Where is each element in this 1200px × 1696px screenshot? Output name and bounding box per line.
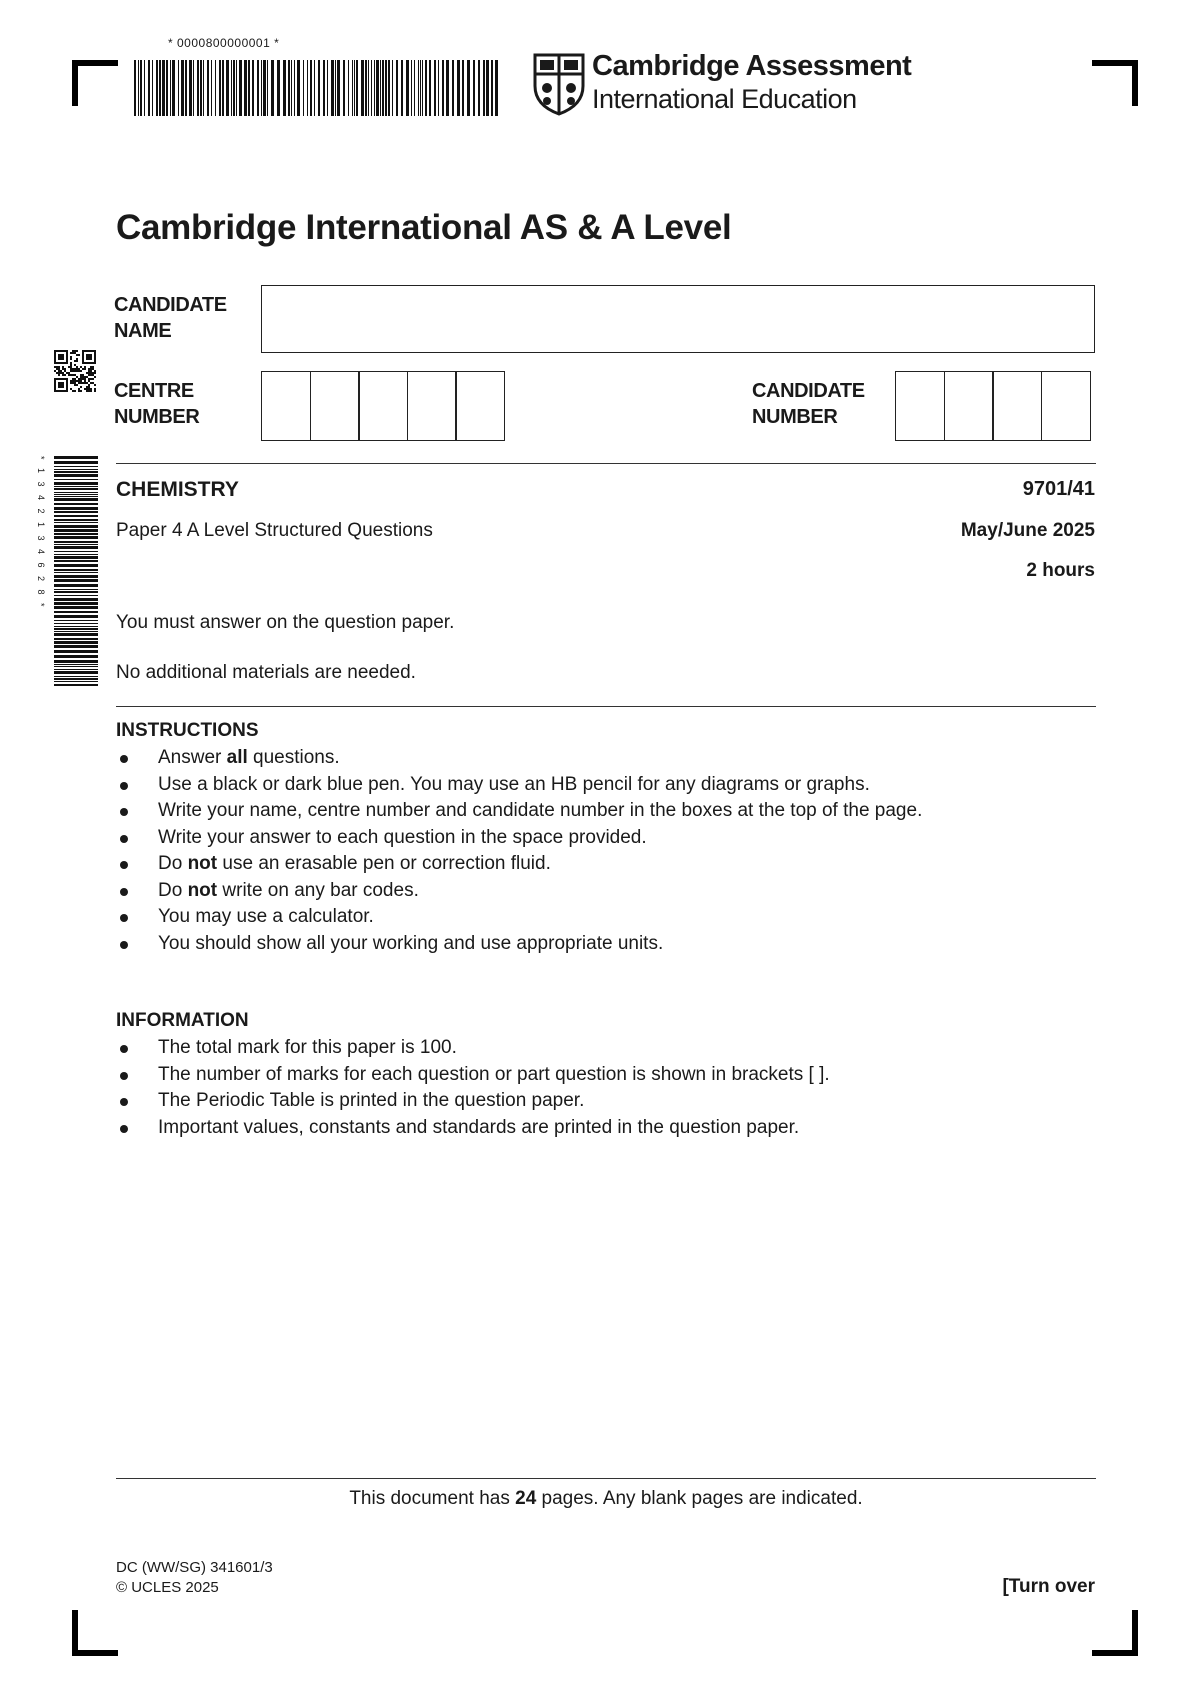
side-barcode xyxy=(54,456,98,686)
candidate-number-label-line1: CANDIDATE xyxy=(752,380,865,402)
registration-mark-bottom-right xyxy=(1092,1610,1138,1656)
page-count: 24 xyxy=(515,1488,537,1509)
instruction-item: Use a black or dark blue pen. You may use an HB pencil for any diagrams or graphs. xyxy=(116,772,1076,799)
exam-session: May/June 2025 xyxy=(960,520,1095,541)
barcode-number: * 0000800000001 * xyxy=(168,36,280,50)
bullet-icon xyxy=(120,782,128,790)
divider xyxy=(116,463,1096,464)
information-heading: INFORMATION xyxy=(116,1010,249,1031)
bullet-icon xyxy=(120,941,128,949)
bullet-icon xyxy=(120,1125,128,1133)
side-barcode-digits: * 1 3 4 2 1 3 4 6 2 8 * xyxy=(36,456,46,610)
copyright: © UCLES 2025 xyxy=(116,1579,219,1596)
top-barcode xyxy=(134,60,500,116)
page-count-suffix: pages. Any blank pages are indicated. xyxy=(536,1488,863,1509)
instructions-heading: INSTRUCTIONS xyxy=(116,720,259,741)
materials-note: No additional materials are needed. xyxy=(116,662,416,683)
logo-line-1: Cambridge Assessment xyxy=(592,50,912,82)
information-item: Important values, constants and standards are printed in the question paper. xyxy=(116,1115,1076,1142)
instructions-list xyxy=(116,745,1076,957)
bullet-icon xyxy=(120,1072,128,1080)
centre-number-digit-box[interactable] xyxy=(358,371,408,441)
information-list xyxy=(116,1035,1076,1141)
centre-number-digit-box[interactable] xyxy=(310,371,360,441)
bullet-icon xyxy=(120,755,128,763)
candidate-number-digit-box[interactable] xyxy=(944,371,994,441)
centre-number-field[interactable] xyxy=(261,371,505,441)
page-title: Cambridge International AS & A Level xyxy=(116,208,732,247)
instruction-item: Answer all questions. xyxy=(116,745,1076,772)
centre-number-label-line1: CENTRE xyxy=(114,380,194,402)
candidate-name-label-line1: CANDIDATE xyxy=(114,294,227,316)
divider xyxy=(116,1478,1096,1479)
instruction-item: You may use a calculator. xyxy=(116,904,1076,931)
qr-code xyxy=(54,350,96,392)
bullet-icon xyxy=(120,914,128,922)
bullet-icon xyxy=(120,888,128,896)
registration-mark-top-right xyxy=(1092,60,1138,106)
candidate-name-label-line2: NAME xyxy=(114,320,172,342)
candidate-number-digit-box[interactable] xyxy=(895,371,945,441)
page-count-note xyxy=(116,1488,1096,1510)
bullet-icon xyxy=(120,861,128,869)
candidate-number-field[interactable] xyxy=(895,371,1091,441)
logo-line-2: International Education xyxy=(592,84,857,114)
candidate-number-digit-box[interactable] xyxy=(992,371,1042,441)
page-count-prefix: This document has xyxy=(349,1488,516,1509)
answer-note: You must answer on the question paper. xyxy=(116,612,455,633)
instruction-item: Write your answer to each question in the space provided. xyxy=(116,825,1076,852)
document-reference: DC (WW/SG) 341601/3 xyxy=(116,1559,273,1576)
bullet-icon xyxy=(120,835,128,843)
bullet-icon xyxy=(120,1045,128,1053)
candidate-number-digit-box[interactable] xyxy=(1041,371,1091,441)
instruction-item: You should show all your working and use appropriate units. xyxy=(116,931,1076,958)
candidate-number-label xyxy=(752,378,865,430)
candidate-name-field[interactable] xyxy=(261,285,1095,353)
paper-title: Paper 4 A Level Structured Questions xyxy=(116,520,433,541)
bullet-icon xyxy=(120,1098,128,1106)
information-item: The Periodic Table is printed in the question paper. xyxy=(116,1088,1076,1115)
instruction-item: Write your name, centre number and candidate number in the boxes at the top of the page. xyxy=(116,798,1076,825)
instruction-item: Do not use an erasable pen or correction fluid. xyxy=(116,851,1076,878)
instruction-item: Do not write on any bar codes. xyxy=(116,878,1076,905)
centre-number-label-line2: NUMBER xyxy=(114,406,200,428)
registration-mark-bottom-left xyxy=(72,1610,118,1656)
subject: CHEMISTRY xyxy=(116,478,239,501)
registration-mark-top-left xyxy=(72,60,118,106)
bullet-icon xyxy=(120,808,128,816)
information-item: The total mark for this paper is 100. xyxy=(116,1035,1076,1062)
centre-number-label xyxy=(114,378,199,430)
centre-number-digit-box[interactable] xyxy=(261,371,311,441)
candidate-name-label xyxy=(114,292,227,344)
information-item: The number of marks for each question or part question is shown in brackets [ ]. xyxy=(116,1062,1076,1089)
candidate-number-label-line2: NUMBER xyxy=(752,406,838,428)
centre-number-digit-box[interactable] xyxy=(407,371,457,441)
cambridge-shield-logo xyxy=(532,52,586,116)
divider xyxy=(116,706,1096,707)
centre-number-digit-box[interactable] xyxy=(455,371,505,441)
paper-code: 9701/41 xyxy=(1022,478,1095,500)
turn-over: [Turn over xyxy=(1002,1576,1095,1597)
exam-duration: 2 hours xyxy=(1026,560,1095,581)
